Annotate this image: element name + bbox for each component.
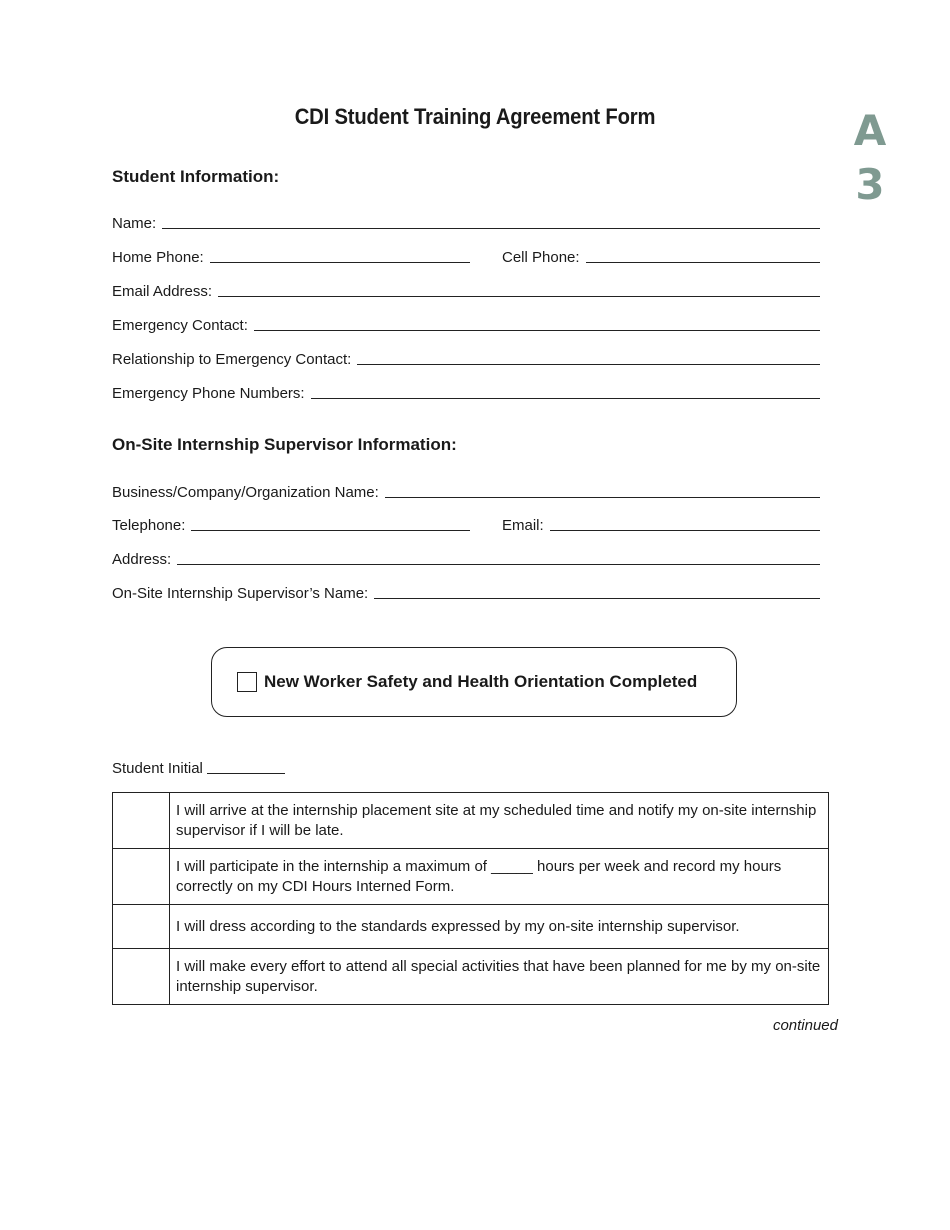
cell-phone-label: Cell Phone:	[502, 249, 580, 266]
name-input-line[interactable]	[162, 212, 820, 229]
table-row	[113, 793, 829, 849]
student-info-heading: Student Information:	[112, 167, 280, 186]
supervisor-email-input-line[interactable]	[550, 514, 820, 531]
emergency-phones-input-line[interactable]	[311, 382, 820, 399]
section-tag-number: 3	[855, 160, 885, 209]
relationship-input-line[interactable]	[357, 348, 820, 365]
orientation-label: New Worker Safety and Health Orientation Completed	[264, 672, 698, 691]
emergency-phones-label: Emergency Phone Numbers:	[112, 385, 305, 402]
student-initial-input-line[interactable]	[207, 757, 285, 774]
orientation-callout	[211, 647, 737, 717]
initial-box[interactable]	[113, 849, 170, 905]
table-row	[113, 849, 829, 905]
initial-box[interactable]	[113, 905, 170, 949]
relationship-field[interactable]	[112, 346, 820, 368]
section-tag-letter: A	[853, 106, 887, 155]
telephone-label: Telephone:	[112, 517, 186, 534]
agreements-table	[112, 792, 829, 1005]
telephone-input-line[interactable]	[191, 514, 470, 531]
supervisor-name-label: On-Site Internship Supervisor’s Name:	[112, 585, 369, 602]
home-phone-label: Home Phone:	[112, 249, 204, 266]
business-name-label: Business/Company/Organization Name:	[112, 484, 379, 501]
emergency-contact-field[interactable]	[112, 312, 820, 334]
emergency-phones-field[interactable]	[112, 380, 820, 402]
address-input-line[interactable]	[177, 548, 820, 565]
email-address-field[interactable]	[112, 278, 820, 300]
agreement-text: I will make every effort to attend all special activities that have been planned for me by my on-site internship supervisor.	[170, 949, 829, 1005]
home-phone-field[interactable]	[112, 244, 470, 266]
relationship-label: Relationship to Emergency Contact:	[112, 351, 352, 368]
initial-box[interactable]	[113, 793, 170, 849]
cell-phone-field[interactable]	[502, 244, 820, 266]
orientation-checkbox[interactable]	[237, 672, 257, 692]
table-row	[113, 905, 829, 949]
home-phone-input-line[interactable]	[210, 246, 470, 263]
email-address-input-line[interactable]	[218, 280, 820, 297]
business-name-field[interactable]	[112, 479, 820, 501]
email-address-label: Email Address:	[112, 283, 213, 300]
agreement-text: I will dress according to the standards expressed by my on-site internship supervisor.	[170, 905, 829, 949]
address-field[interactable]	[112, 546, 820, 568]
page-title: CDI Student Training Agreement Form	[294, 104, 656, 129]
continued-note: continued	[772, 1017, 838, 1034]
emergency-contact-input-line[interactable]	[254, 314, 820, 331]
table-row	[113, 949, 829, 1005]
agreement-text: I will participate in the internship a maximum of _____ hours per week and record my hours correctly on my CDI Hours Interned Form.	[170, 849, 829, 905]
student-initial-label: Student Initial	[112, 760, 203, 777]
student-initial-field[interactable]	[112, 757, 285, 777]
supervisor-name-input-line[interactable]	[374, 582, 820, 599]
emergency-contact-label: Emergency Contact:	[112, 317, 248, 334]
cell-phone-input-line[interactable]	[586, 246, 820, 263]
initial-box[interactable]	[113, 949, 170, 1005]
supervisor-name-field[interactable]	[112, 580, 820, 602]
business-name-input-line[interactable]	[385, 481, 820, 498]
supervisor-email-field[interactable]	[502, 512, 820, 534]
telephone-field[interactable]	[112, 512, 470, 534]
agreement-text: I will arrive at the internship placement site at my scheduled time and notify my on-site internship supervisor if I will be late.	[170, 793, 829, 849]
name-field[interactable]	[112, 210, 820, 232]
supervisor-email-label: Email:	[502, 517, 544, 534]
name-label: Name:	[112, 215, 157, 232]
supervisor-info-heading: On-Site Internship Supervisor Information:	[112, 435, 457, 454]
address-label: Address:	[112, 551, 172, 568]
